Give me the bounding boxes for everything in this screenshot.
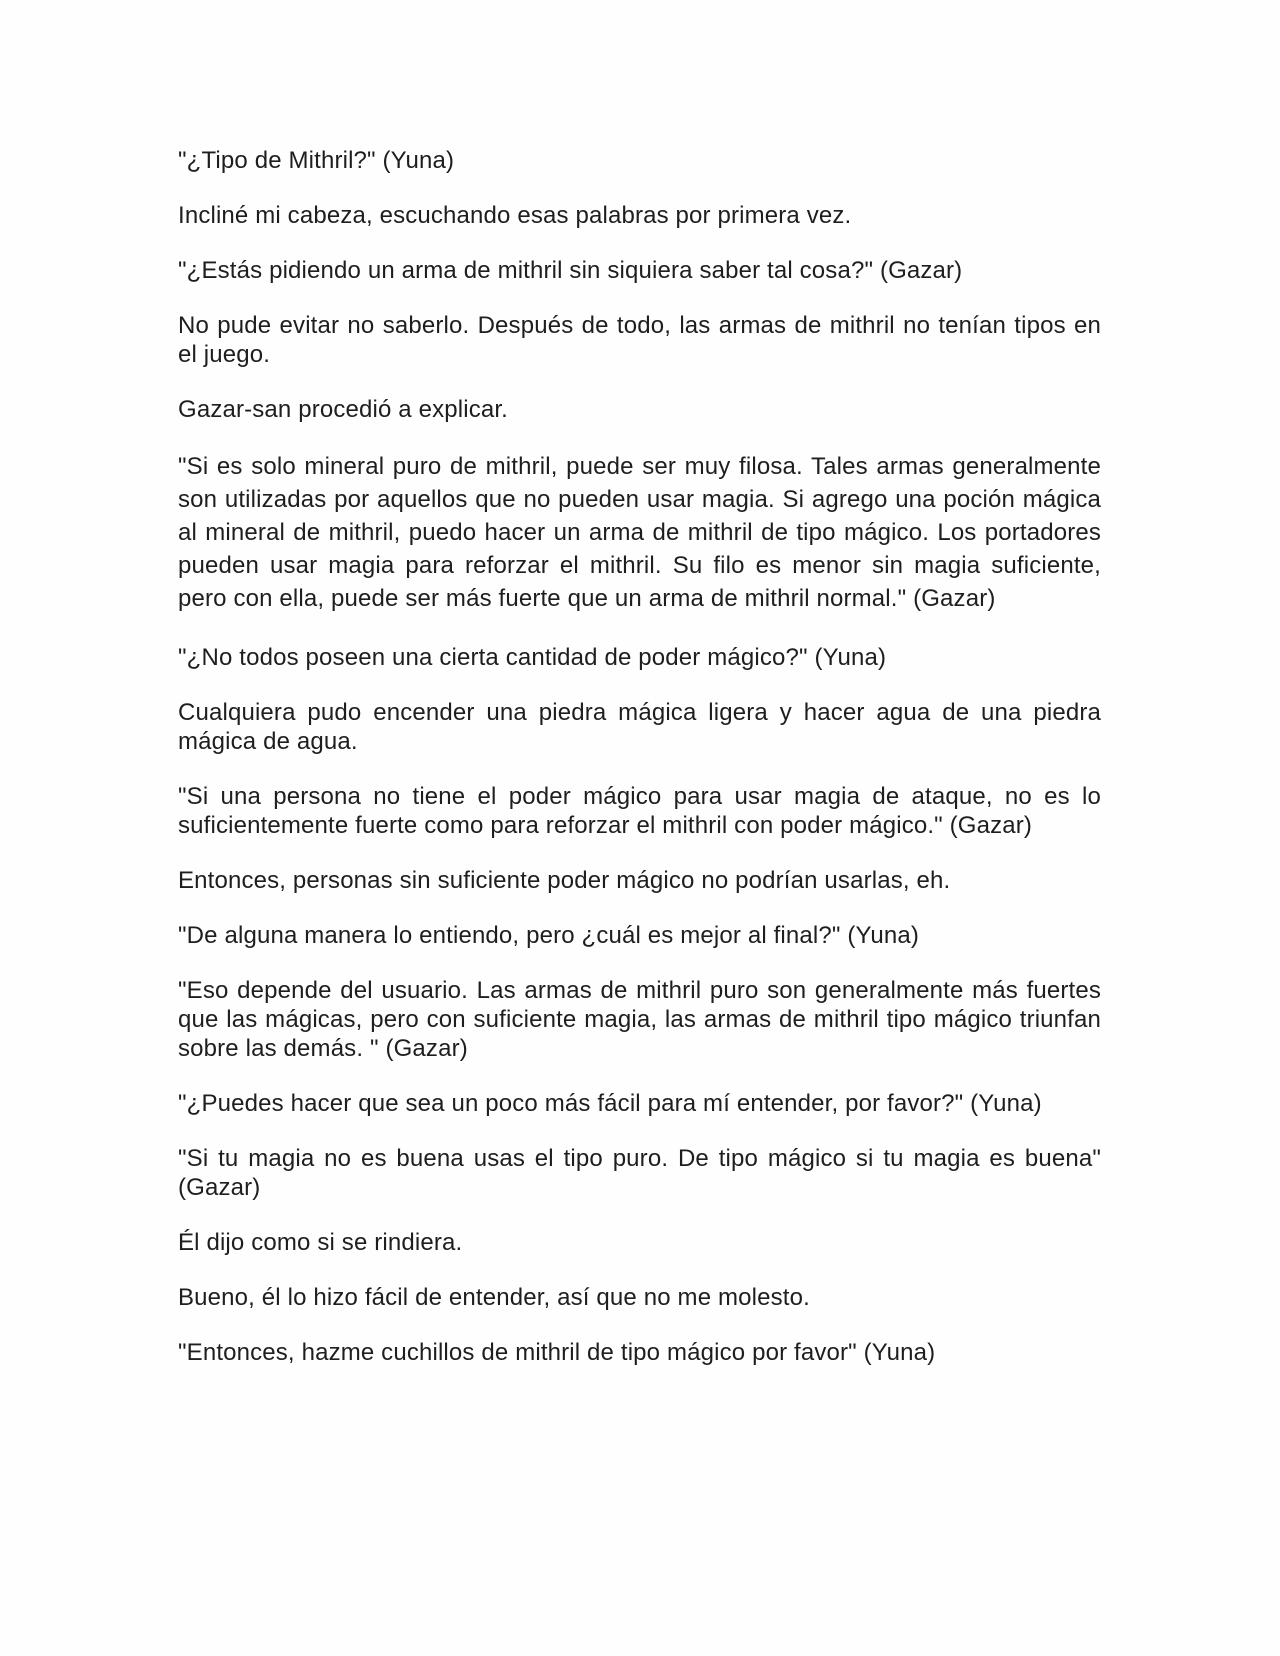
paragraph-16: Bueno, él lo hizo fácil de entender, así que no me molesto. [178,1284,810,1311]
paragraph-5: Gazar-san procedió a explicar. [178,396,508,423]
paragraph-17: "Entonces, hazme cuchillos de mithril de tipo mágico por favor" (Yuna) [178,1339,936,1366]
paragraph-11: "De alguna manera lo entiendo, pero ¿cuál es mejor al final?" (Yuna) [178,922,919,949]
paragraph-6: "Si es solo mineral puro de mithril, puede ser muy filosa. Tales armas generalmente son utilizadas por aquellos que no pueden usar magia. Si agrego una poción mágica al mineral de mithril, puedo hacer un arma de mithril de tipo mágico. Los portadores pueden usar magia para reforzar el mithril. Su filo es menor sin magia suficiente, pero con ella, puede ser más fuerte que un arma de mithril normal." (Gazar) [178,453,1101,612]
paragraph-15: Él dijo como si se rindiera. [178,1229,463,1256]
document-body [178,146,1101,1393]
paragraph-10: Entonces, personas sin suficiente poder mágico no podrían usarlas, eh. [178,867,951,894]
paragraph-13: "¿Puedes hacer que sea un poco más fácil para mí entender, por favor?" (Yuna) [178,1090,1042,1117]
paragraph-12: "Eso depende del usuario. Las armas de mithril puro son generalmente más fuertes que las mágicas, pero con suficiente magia, las armas de mithril tipo mágico triunfan sobre las demás. " (Gazar) [178,977,1101,1062]
paragraph-8: Cualquiera pudo encender una piedra mágica ligera y hacer agua de una piedra mágica de agua. [178,699,1101,755]
paragraph-1: "¿Tipo de Mithril?" (Yuna) [178,147,455,174]
paragraph-2: Incliné mi cabeza, escuchando esas palabras por primera vez. [178,202,852,229]
paragraph-4: No pude evitar no saberlo. Después de todo, las armas de mithril no tenían tipos en el juego. [178,312,1101,368]
paragraph-7: "¿No todos poseen una cierta cantidad de poder mágico?" (Yuna) [178,644,887,671]
paragraph-14: "Si tu magia no es buena usas el tipo puro. De tipo mágico si tu magia es buena" (Gazar) [178,1145,1101,1201]
paragraph-9: "Si una persona no tiene el poder mágico para usar magia de ataque, no es lo suficientemente fuerte como para reforzar el mithril con poder mágico." (Gazar) [178,783,1101,839]
paragraph-3: "¿Estás pidiendo un arma de mithril sin siquiera saber tal cosa?" (Gazar) [178,257,963,284]
